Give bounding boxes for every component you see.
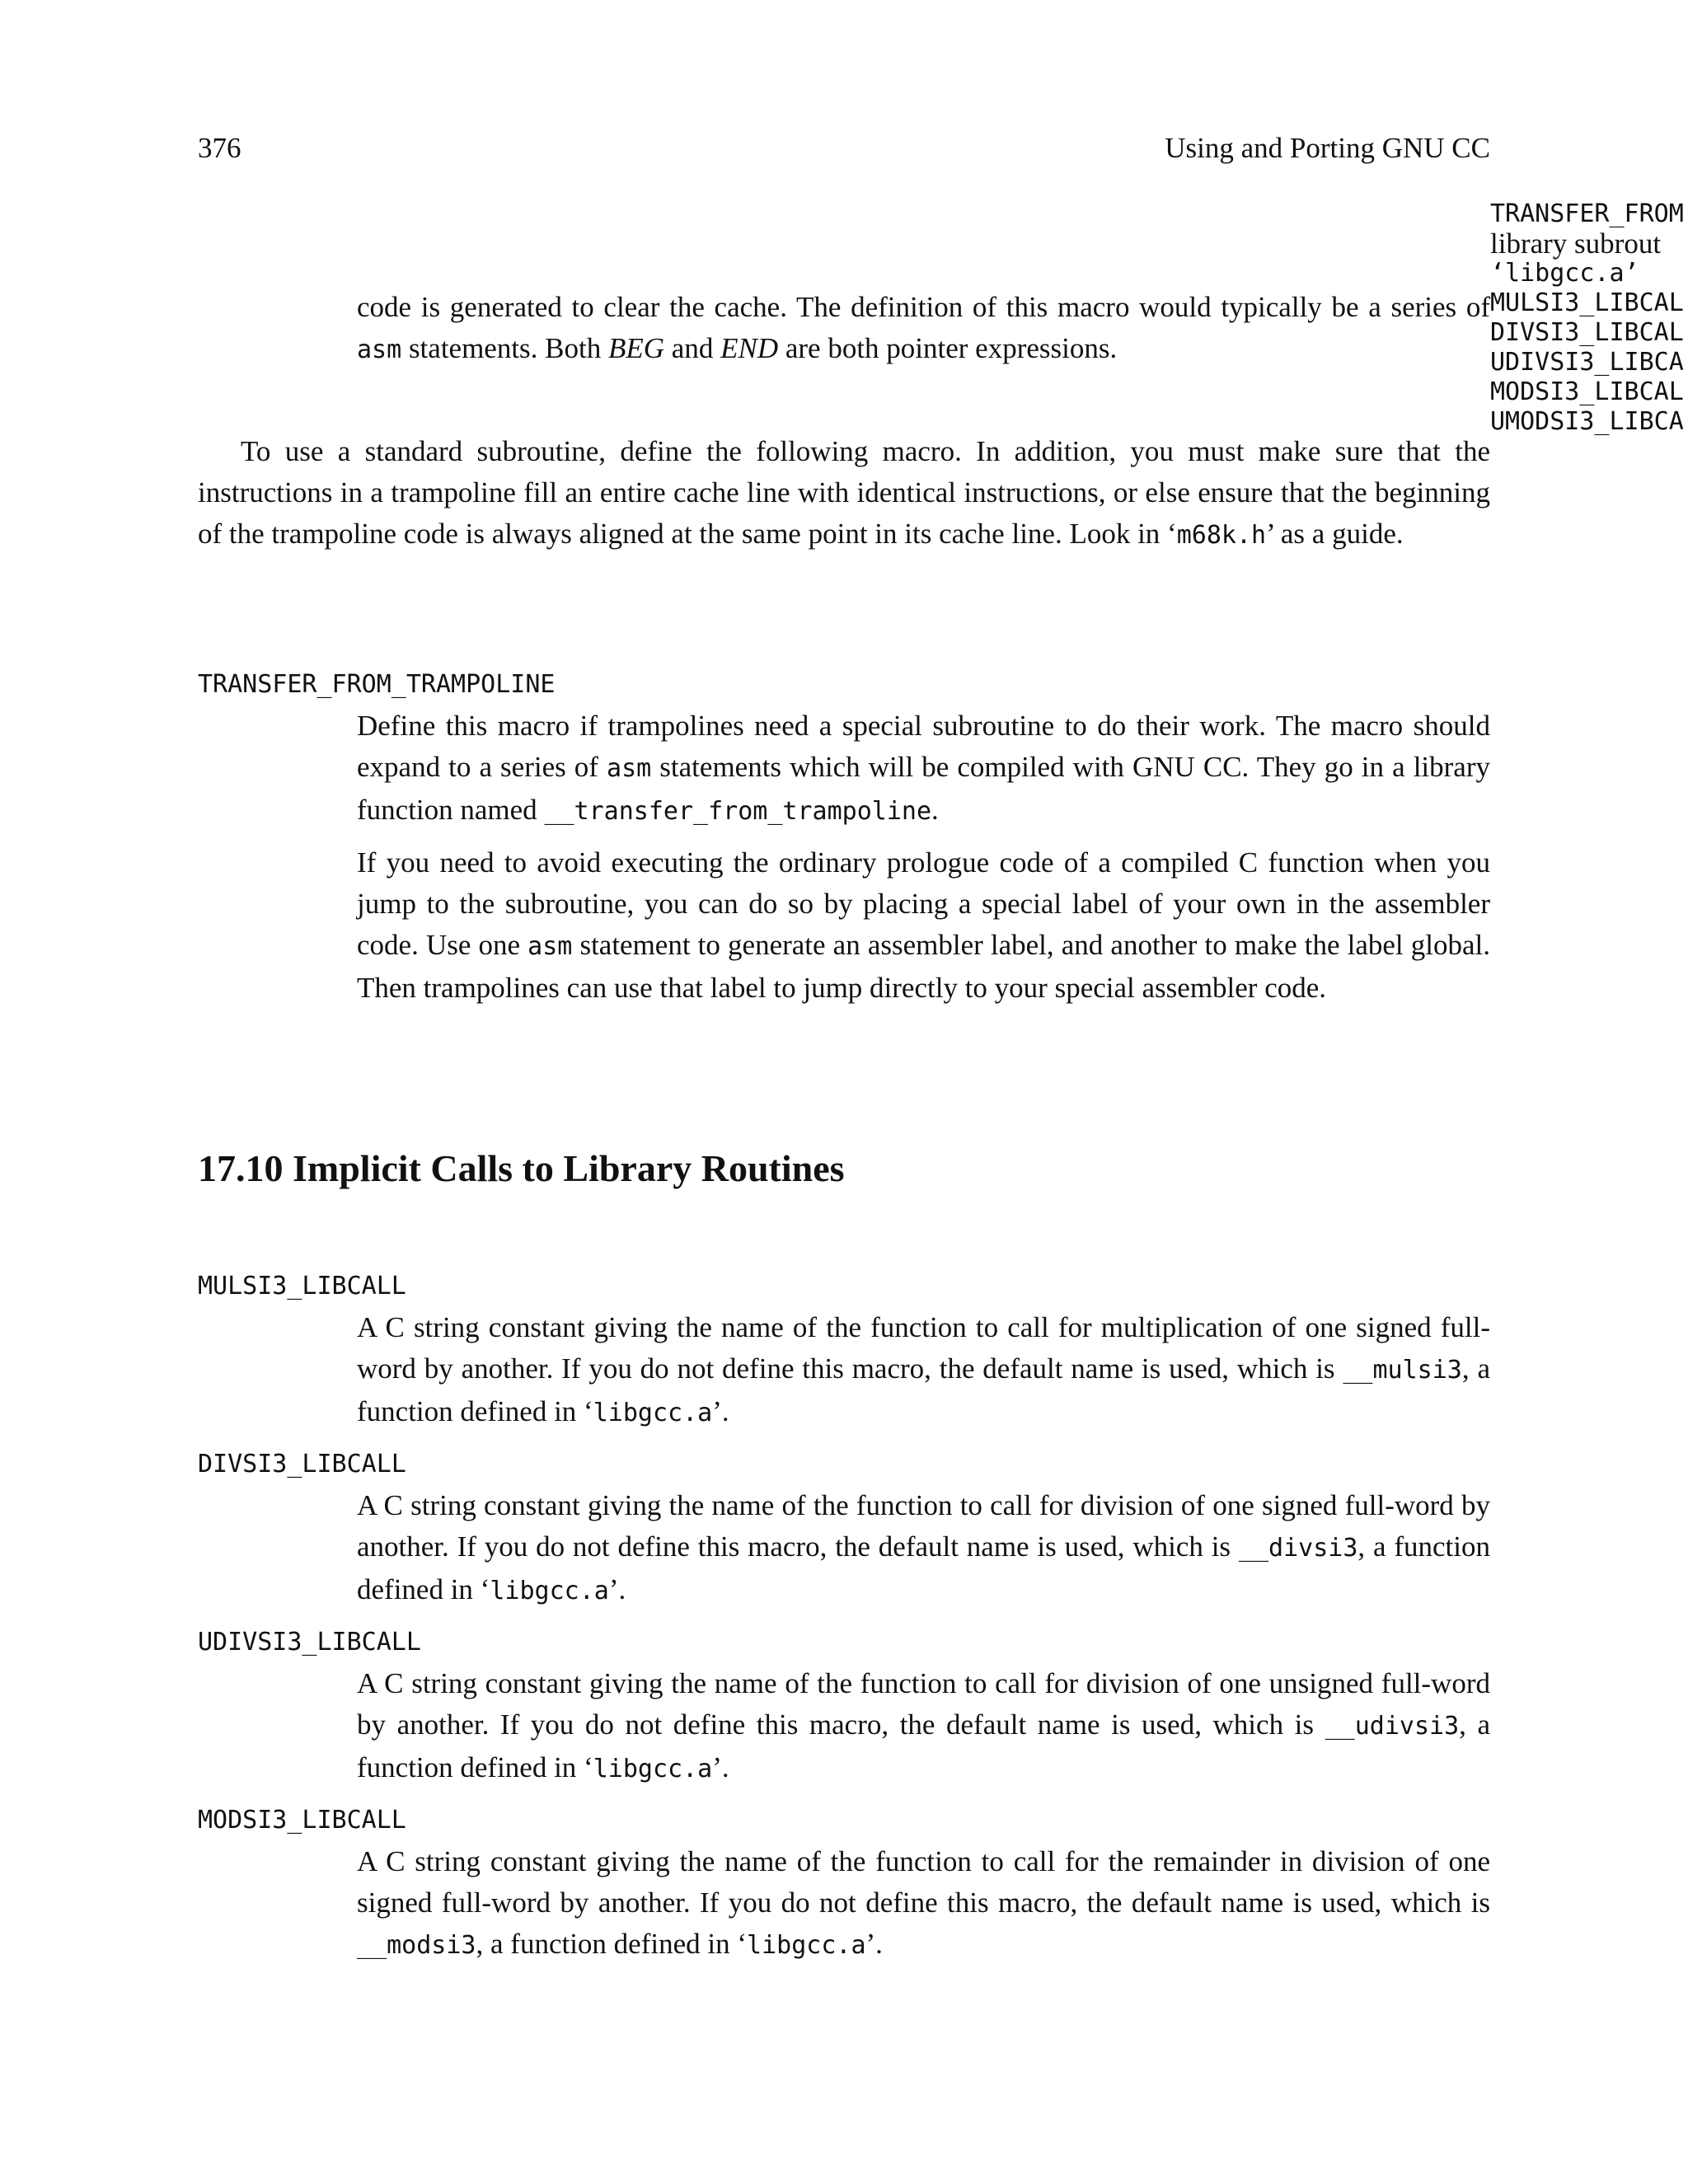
libcall-list bbox=[198, 1266, 1490, 1966]
inline-code: asm bbox=[528, 932, 573, 961]
desc-text: ’. bbox=[865, 1928, 883, 1960]
desc-text: ’. bbox=[712, 1751, 729, 1783]
margin-note: MODSI3_LIBCAL bbox=[1490, 377, 1684, 406]
desc-text: , a function defined in ‘ bbox=[357, 1352, 1490, 1427]
function-name: __udivsi3 bbox=[1325, 1712, 1460, 1741]
intro-line2-pre: series of bbox=[1390, 291, 1490, 323]
desc-text: A C string constant giving the name of the function to call for division of one unsigned full-word by another. If you do not define this macro, the default name is used, which is bbox=[357, 1667, 1490, 1741]
desc-text: statements which will be compiled with GNU CC. They go in a library function named bbox=[357, 751, 1490, 826]
desc-text: statement to generate an assembler label, and another to make the label global. Then trampolines can use that label to jump directly to your special assembler code. bbox=[357, 929, 1490, 1004]
desc-text: . bbox=[931, 794, 939, 826]
list-item bbox=[198, 1800, 1490, 1966]
margin-note: MULSI3_LIBCAL bbox=[1490, 288, 1684, 317]
intro-line1: code is generated to clear the cache. The definition of this macro would typically be a bbox=[357, 291, 1381, 323]
function-name: __divsi3 bbox=[1238, 1534, 1358, 1563]
inline-code: asm bbox=[607, 754, 652, 783]
margin-note: ‘libgcc.a’ bbox=[1490, 259, 1639, 288]
running-title: Using and Porting GNU CC bbox=[1165, 132, 1490, 164]
transfer-entry bbox=[198, 664, 1490, 1009]
desc-text: , a function defined in ‘ bbox=[357, 1708, 1490, 1783]
desc-text: , a function defined in ‘ bbox=[357, 1530, 1490, 1605]
entry-description bbox=[357, 705, 1490, 832]
intro-text bbox=[357, 287, 1490, 371]
section-heading: 17.10 Implicit Calls to Library Routines bbox=[198, 1147, 845, 1189]
margin-note: library subrout bbox=[1490, 227, 1662, 260]
page-number: 376 bbox=[198, 132, 241, 164]
function-name: __modsi3 bbox=[357, 1931, 476, 1960]
section-header bbox=[198, 1144, 1490, 1193]
file-name: libgcc.a bbox=[593, 1755, 713, 1783]
param-end: END bbox=[720, 332, 779, 364]
list-item bbox=[198, 1266, 1490, 1434]
subroutine-paragraph bbox=[198, 431, 1490, 556]
file-name: m68k.h bbox=[1176, 521, 1267, 550]
entry-description bbox=[357, 1485, 1490, 1612]
entry-description bbox=[357, 842, 1490, 1009]
desc-text: , a function defined in ‘ bbox=[476, 1928, 748, 1960]
intro-block bbox=[198, 287, 1490, 371]
running-header bbox=[198, 132, 1490, 165]
margin-index bbox=[1490, 199, 1688, 437]
desc-text: A C string constant giving the name of the function to call for the remainder in division of one signed full-word by another. If you do not define this macro, the default name is used, which is bbox=[357, 1845, 1490, 1919]
paragraph-text-post: ’ as a guide. bbox=[1266, 518, 1404, 550]
desc-text: ’. bbox=[712, 1395, 729, 1427]
margin-note: UDIVSI3_LIBCA bbox=[1490, 348, 1684, 377]
function-name: __mulsi3 bbox=[1343, 1356, 1462, 1385]
intro-line2-and: and bbox=[664, 332, 721, 364]
param-beg: BEG bbox=[608, 332, 665, 364]
file-name: libgcc.a bbox=[490, 1577, 609, 1605]
entry-term: UDIVSI3_LIBCALL bbox=[198, 1628, 421, 1657]
desc-text: ’. bbox=[608, 1573, 626, 1605]
function-name: __transfer_from_trampoline bbox=[544, 797, 932, 826]
paragraph-text bbox=[198, 431, 1490, 556]
entry-description bbox=[357, 1841, 1490, 1966]
file-name: libgcc.a bbox=[593, 1399, 713, 1427]
list-item bbox=[198, 1444, 1490, 1612]
list-item bbox=[198, 1622, 1490, 1790]
margin-note: TRANSFER_FROM bbox=[1490, 199, 1684, 228]
entry-term: DIVSI3_LIBCALL bbox=[198, 1450, 406, 1479]
inline-code: asm bbox=[357, 335, 402, 364]
intro-line2-mid: statements. Both bbox=[401, 332, 608, 364]
entry-term: TRANSFER_FROM_TRAMPOLINE bbox=[198, 670, 556, 699]
paragraph-text-pre: To use a standard subroutine, define the following macro. In addition, you must make sure that the instructions in a trampoline fill an entire cache line with identical instructions, or else ensure that the beginning of the trampoline code is always aligned at the same point in its cache line. Look in ‘ bbox=[198, 435, 1490, 550]
desc-text: A C string constant giving the name of the function to call for division of one signed full-word by another. If you do not define this macro, the default name is used, which is bbox=[357, 1489, 1490, 1563]
entry-term: MULSI3_LIBCALL bbox=[198, 1272, 406, 1301]
desc-text: If you need to avoid executing the ordinary prologue code of a compiled C function when you jump to the subroutine, you can do so by placing a special label of your own in the assembler code. Use one bbox=[357, 846, 1490, 961]
intro-line2-post: are both pointer expressions. bbox=[778, 332, 1118, 364]
margin-note: DIVSI3_LIBCAL bbox=[1490, 318, 1684, 347]
desc-text: Define this macro if trampolines need a special subroutine to do their work. The macro should expand to a series of bbox=[357, 710, 1490, 783]
entry-term: MODSI3_LIBCALL bbox=[198, 1806, 406, 1835]
file-name: libgcc.a bbox=[747, 1931, 866, 1960]
desc-text: A C string constant giving the name of the function to call for multiplication of one signed full-word by another. If you do not define this macro, the default name is used, which is bbox=[357, 1311, 1490, 1385]
margin-note: UMODSI3_LIBCA bbox=[1490, 407, 1684, 436]
entry-description bbox=[357, 1307, 1490, 1434]
entry-description bbox=[357, 1663, 1490, 1790]
